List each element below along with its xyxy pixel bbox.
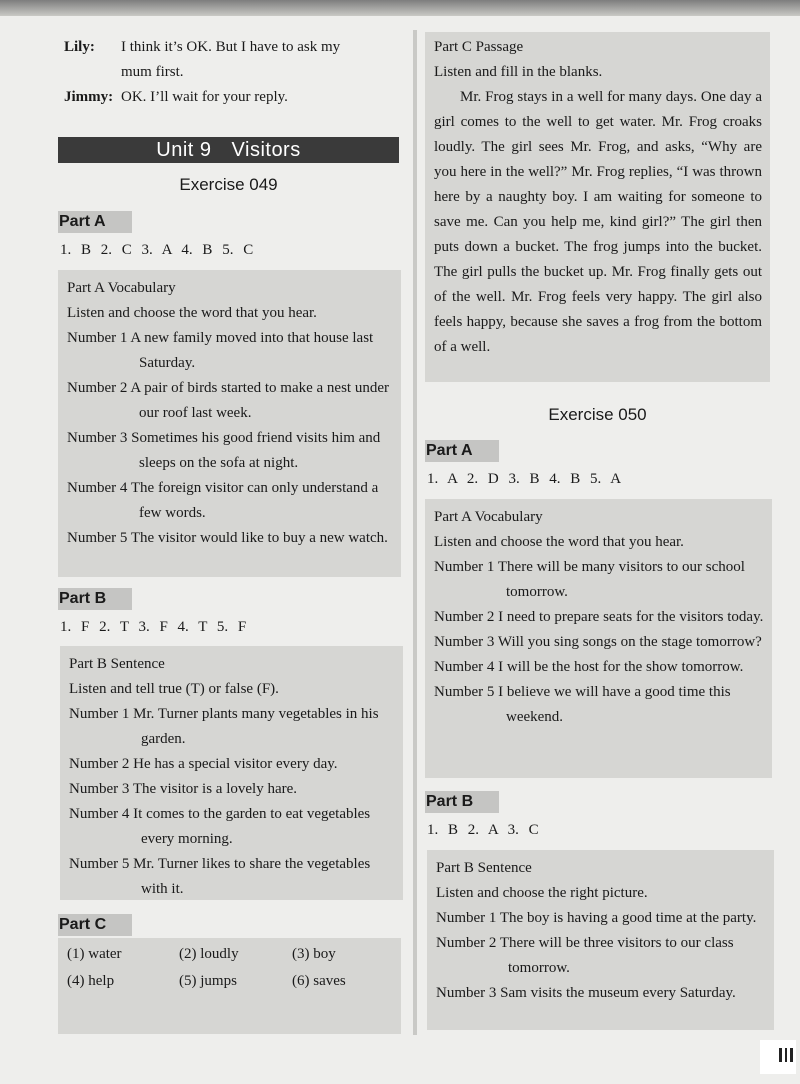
passage-title: Part C Passage: [434, 39, 524, 55]
part-a-script-box: [58, 270, 401, 577]
dialog-text: I think it’s OK. But I have to ask my: [121, 39, 341, 55]
blank-answer: (1) water: [67, 946, 122, 962]
box-instruction: Listen and choose the right picture.: [436, 885, 648, 901]
speaker-name: Lily:: [64, 39, 95, 55]
script-item: Number 2 He has a special visitor every day.: [69, 756, 338, 772]
script-item: Number 1 There will be many visitors to our school tomorrow.: [434, 559, 745, 600]
part-b-script-box: [427, 850, 774, 1030]
part-c-answer-box: [58, 938, 401, 1034]
blank-answer: (6) saves: [292, 973, 346, 989]
unit-heading: [58, 137, 399, 163]
blank-answer: (3) boy: [292, 946, 336, 962]
part-c-answers: [67, 941, 393, 995]
box-instruction: Listen and choose the word that you hear.: [434, 534, 684, 550]
passage-box: [425, 32, 770, 382]
part-b-answers: 1. B 2. A 3. C: [427, 822, 539, 838]
part-a-answers: 1. B 2. C 3. A 4. B 5. C: [60, 242, 254, 258]
script-item: Number 4 The foreign visitor can only understand a few words.: [67, 480, 379, 521]
part-b-label: Part B: [58, 588, 132, 610]
blank-answer: (5) jumps: [179, 973, 237, 989]
script-item: Number 3 Sometimes his good friend visits him and sleeps on the sofa at night.: [67, 430, 381, 471]
part-b-label: Part B: [425, 791, 499, 813]
script-item: Number 1 The boy is having a good time at the party.: [436, 910, 757, 926]
dialog-text-continued: mum first.: [121, 64, 184, 80]
script-item: Number 4 It comes to the garden to eat vegetables every morning.: [69, 806, 371, 847]
exercise-title: Exercise 049: [179, 175, 278, 194]
script-item: Number 2 I need to prepare seats for the visitors today.: [434, 609, 764, 625]
blank-answer: (2) loudly: [179, 946, 239, 962]
script-item: Number 5 Mr. Turner likes to share the vegetables with it.: [69, 856, 371, 897]
dialog: [64, 35, 399, 110]
part-a-script-box: [425, 499, 772, 778]
script-item: Number 2 A pair of birds started to make a nest under our roof last week.: [67, 380, 390, 421]
dialog-line: [64, 85, 399, 110]
box-title: Part A Vocabulary: [434, 509, 543, 525]
script-item: Number 1 A new family moved into that house last Saturday.: [67, 330, 374, 371]
script-item: Number 2 There will be three visitors to our class tomorrow.: [436, 935, 734, 976]
box-title: Part B Sentence: [436, 860, 532, 876]
column-divider: [413, 30, 417, 1035]
script-item: Number 5 I believe we will have a good time this weekend.: [434, 684, 731, 725]
part-b-answers: 1. F 2. T 3. F 4. T 5. F: [60, 619, 247, 635]
script-item: Number 4 I will be the host for the show tomorrow.: [434, 659, 744, 675]
part-a-answers: 1. A 2. D 3. B 4. B 5. A: [427, 471, 622, 487]
part-c-label: Part C: [58, 914, 132, 936]
part-a-label: Part A: [425, 440, 499, 462]
script-item: Number 3 Will you sing songs on the stage tomorrow?: [434, 634, 762, 650]
qr-code-icon: [779, 1048, 793, 1062]
part-a-label: Part A: [58, 211, 132, 233]
box-instruction: Listen and tell true (T) or false (F).: [69, 681, 279, 697]
page-top-edge: [0, 0, 800, 16]
script-item: Number 3 Sam visits the museum every Saturday.: [436, 985, 736, 1001]
unit-number: Unit 9: [156, 138, 212, 161]
box-title: Part B Sentence: [69, 656, 165, 672]
passage-instruction: Listen and fill in the blanks.: [434, 64, 603, 80]
unit-title: Visitors: [231, 138, 301, 161]
dialog-line: [64, 35, 399, 60]
speaker-name: Jimmy:: [64, 89, 114, 105]
script-item: Number 3 The visitor is a lovely hare.: [69, 781, 298, 797]
dialog-text: OK. I’ll wait for your reply.: [121, 89, 288, 105]
exercise-title: Exercise 050: [548, 405, 647, 424]
script-item: Number 5 The visitor would like to buy a new watch.: [67, 530, 388, 546]
passage-text: Mr. Frog stays in a well for many days. One day a girl comes to the well to get water. Mr. Frog croaks loudly. The girl sees Mr. Frog, and asks, “Why are you here in the well?” Mr. Frog replies, “I was thrown here by a naughty boy. I am waiting for someone to save me. Can you help me, kind girl?” The girl then puts down a bucket. The frog jumps into the bucket. The girl pulls the bucket up. Mr. Frog finally gets out of the well. Mr. Frog feels very happy. The girl also feels happy, because she saves a frog from the bottom of a well.: [434, 89, 762, 355]
part-b-script-box: [60, 646, 403, 900]
box-instruction: Listen and choose the word that you hear.: [67, 305, 317, 321]
script-item: Number 1 Mr. Turner plants many vegetables in his garden.: [69, 706, 379, 747]
box-title: Part A Vocabulary: [67, 280, 176, 296]
blank-answer: (4) help: [67, 973, 115, 989]
